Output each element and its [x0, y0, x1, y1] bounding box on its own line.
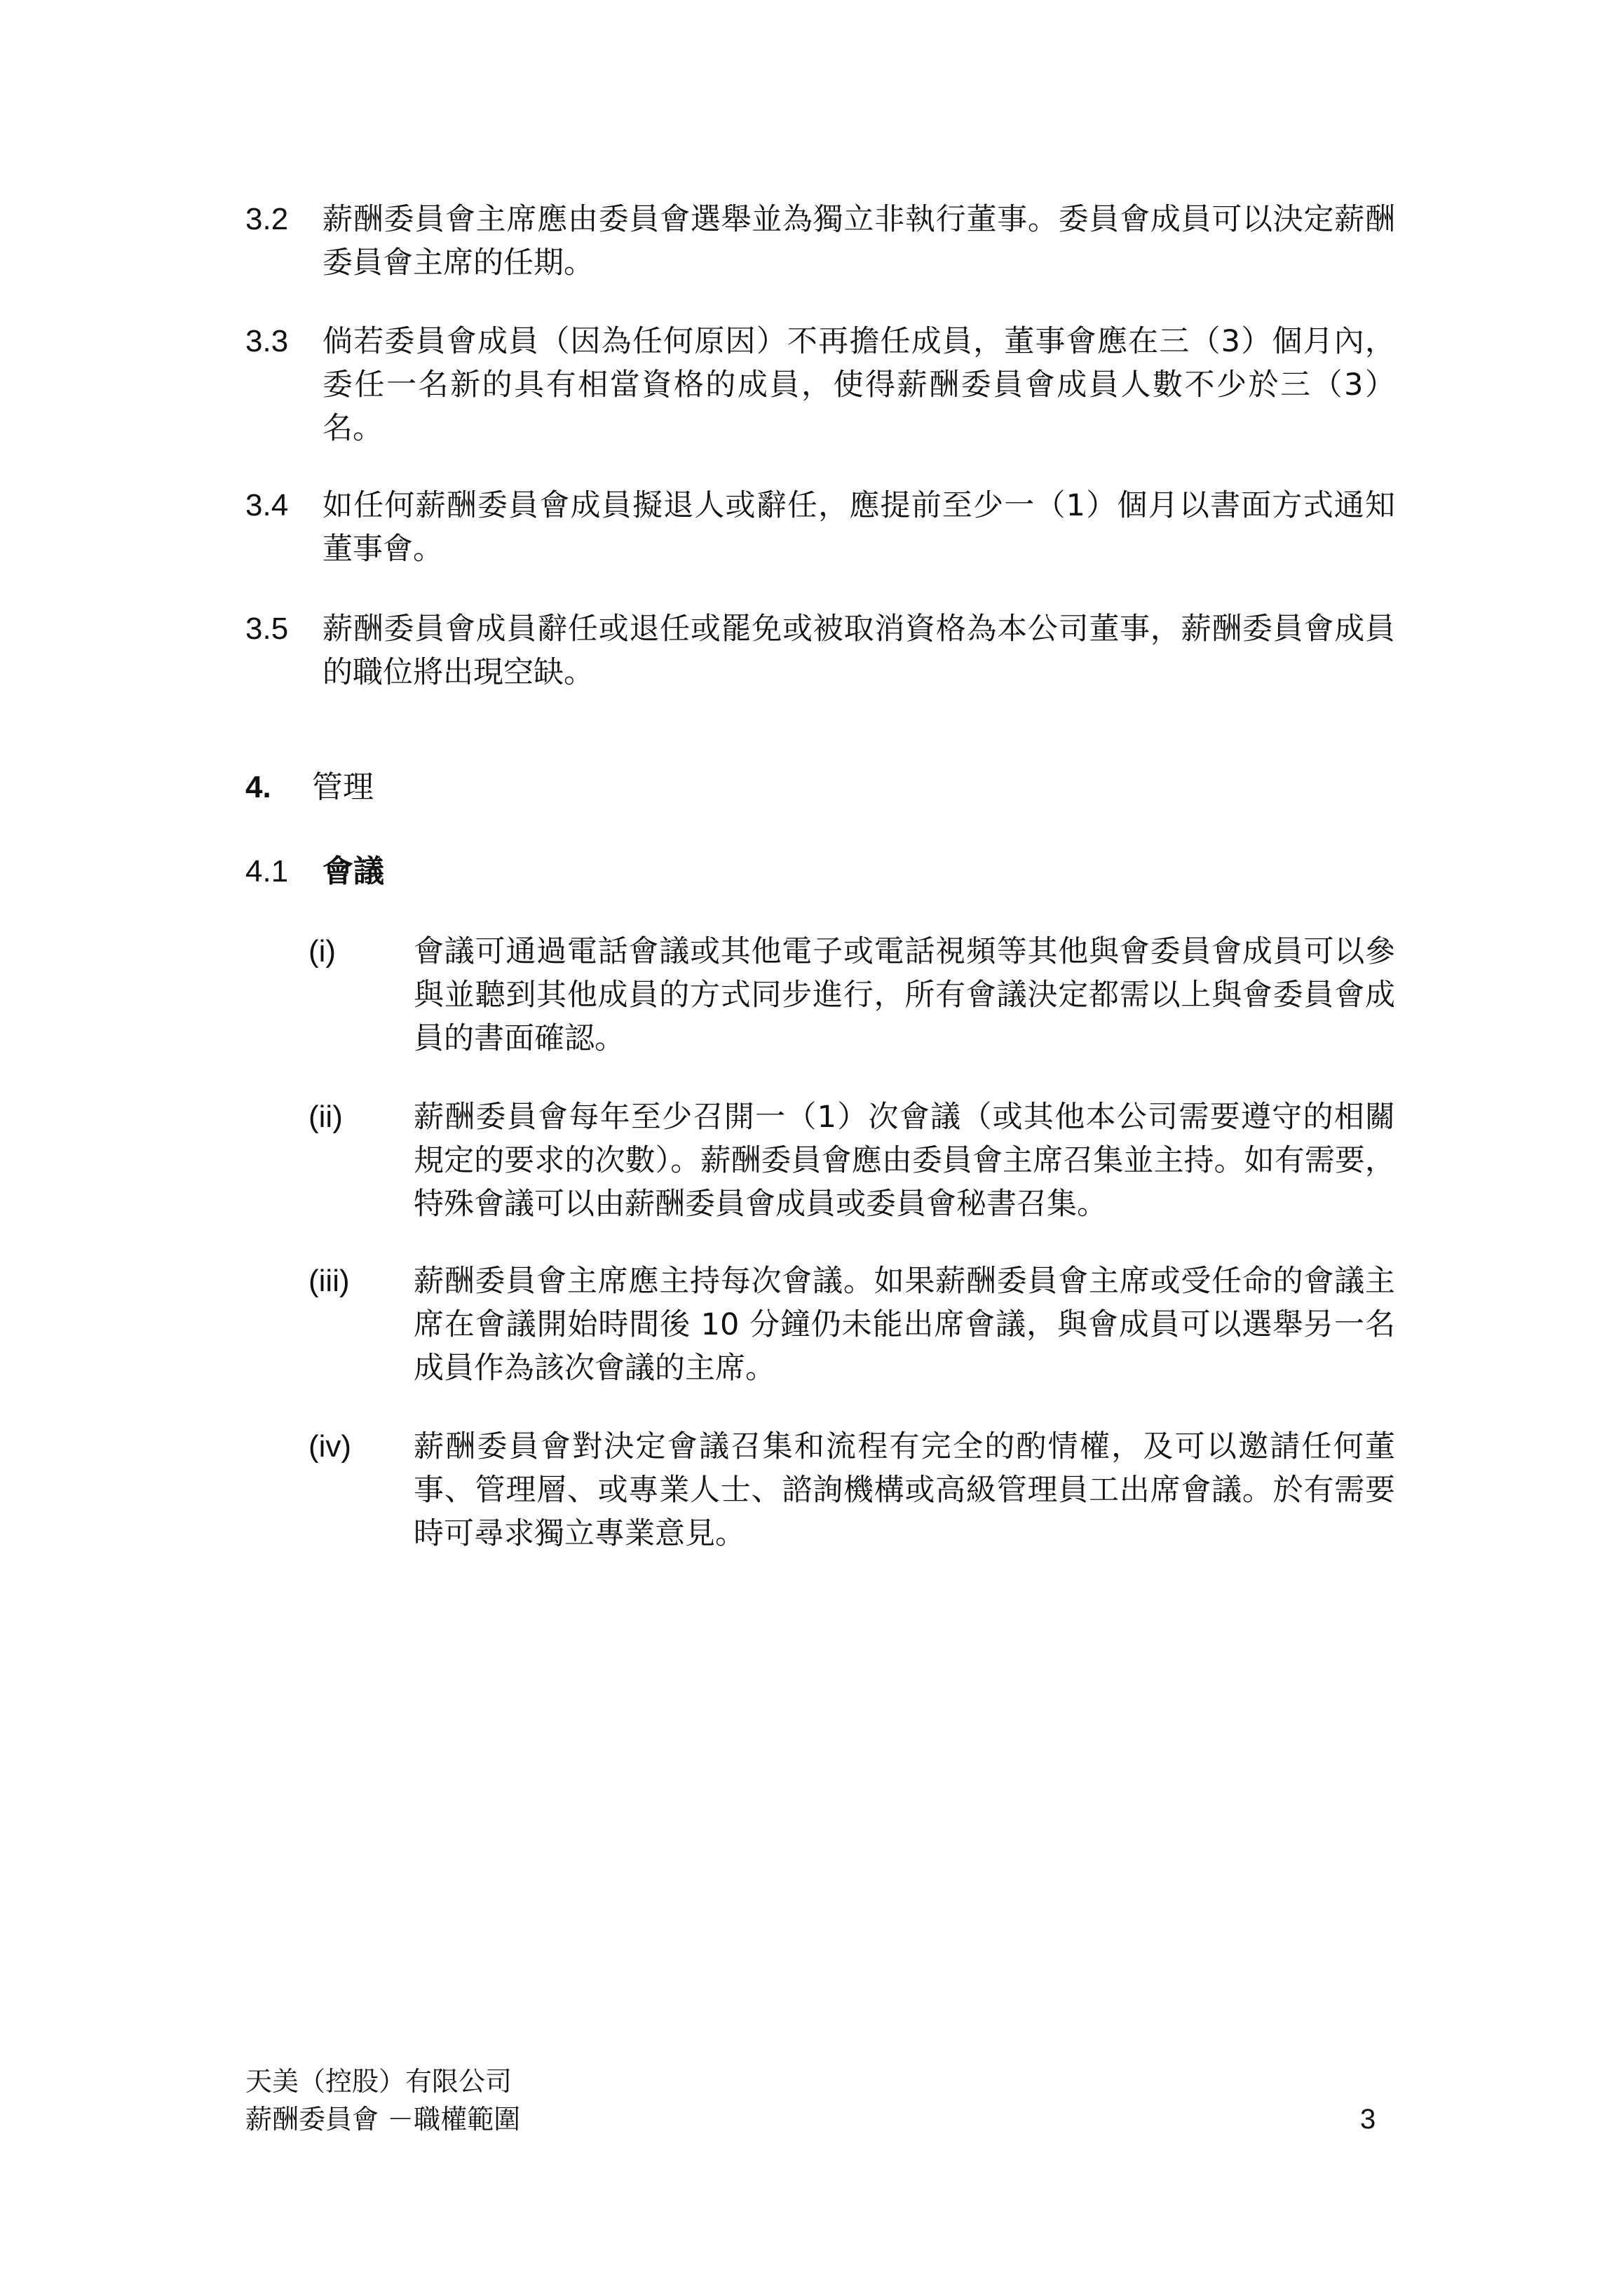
subsection-4-1-number: 4.1 — [245, 854, 289, 889]
clause-number: 3.3 — [245, 324, 289, 358]
clause-number: 3.2 — [245, 202, 289, 236]
item-number: (iii) — [308, 1264, 350, 1298]
item-text: 薪酬委員會對決定會議召集和流程有完全的酌情權，及可以邀請任何董事、管理層、或專業人士、諮詢機構或高級管理員工出席會議。於有需要時可尋求獨立專業意見。 — [414, 1429, 1395, 1551]
clause-text: 如任何薪酬委員會成員擬退人或辭任，應提前至少一（1）個月以書面方式通知董事會。 — [322, 488, 1395, 567]
clause-3-3 — [245, 320, 1395, 450]
clause-number: 3.5 — [245, 612, 289, 646]
item-iii — [308, 1260, 1395, 1390]
section-4-number: 4. — [245, 770, 271, 804]
clause-text: 倘若委員會成員（因為任何原因）不再擔任成員，董事會應在三（3）個月內， 委任一名新的具有相當資格的成員，使得薪酬委員會成員人數不少於三（3）名。 — [322, 324, 1395, 446]
clause-number: 3.4 — [245, 488, 289, 522]
item-text: 薪酬委員會主席應主持每次會議。如果薪酬委員會主席或受任命的會議主席在會議開始時間後 10 分鐘仍未能出席會議，與會成員可以選舉另一名成員作為該次會議的主席。 — [414, 1264, 1395, 1386]
item-iv — [308, 1425, 1395, 1555]
footer-company-name: 天美（控股）有限公司 — [245, 2066, 512, 2097]
item-number: (ii) — [308, 1100, 343, 1134]
item-text: 會議可通過電話會議或其他電子或電話視頻等其他與會委員會成員可以參與並聽到其他成員的方式同步進行，所有會議決定都需以上與會委員會成員的書面確認。 — [414, 934, 1395, 1056]
item-ii — [308, 1095, 1395, 1226]
clause-3-2 — [245, 198, 1395, 285]
page-number: 3 — [1360, 2104, 1376, 2135]
item-i — [308, 930, 1395, 1060]
item-number: (i) — [308, 934, 337, 968]
clause-text: 薪酬委員會主席應由委員會選舉並為獨立非執行董事。委員會成員可以決定薪酬委員會主席的任期。 — [322, 202, 1395, 281]
item-number: (iv) — [308, 1429, 352, 1464]
section-4-title: 管理 — [312, 769, 374, 805]
item-text: 薪酬委員會每年至少召開一（1）次會議（或其他本公司需要遵守的相關規定的要求的次數）。薪酬委員會應由委員會主席召集並主持。如有需要，特殊會議可以由薪酬委員會成員或委員會秘書召集。 — [414, 1100, 1395, 1222]
clause-text: 薪酬委員會成員辭任或退任或罷免或被取消資格為本公司董事，薪酬委員會成員的職位將出現空缺。 — [322, 612, 1395, 690]
clause-3-5 — [245, 607, 1395, 694]
footer-document-title: 薪酬委員會 －職權範圍 — [245, 2104, 521, 2135]
clause-3-4 — [245, 484, 1395, 571]
subsection-4-1-title: 會議 — [322, 853, 384, 889]
